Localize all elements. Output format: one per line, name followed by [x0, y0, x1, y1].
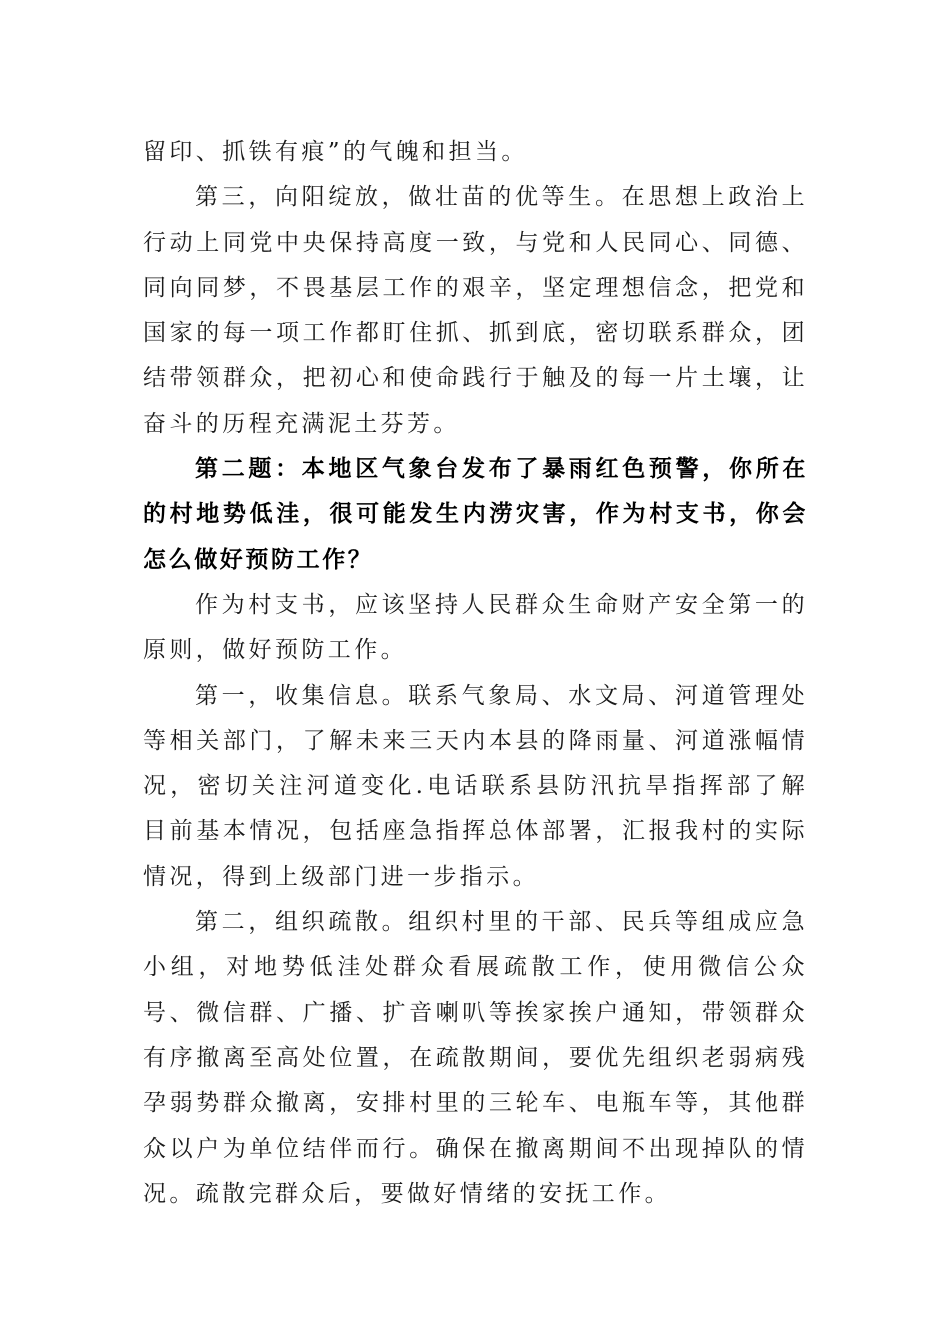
question-two-heading: 第二题：本地区气象台发布了暴雨红色预警，你所在的村地势低洼，很可能发生内涝灾害，作为村支书，你会怎么做好预防工作？: [143, 456, 808, 573]
paragraph-third-point: 第三，向阳绽放，做壮苗的优等生。在思想上政治上行动上同党中央保持高度一致，与党和人民同心、同德、同向同梦，不畏基层工作的艰辛，坚定理想信念，把党和国家的每一项工作都盯住抓、抓到底，密切联系群众，团结带领群众，把初心和使命践行于触及的每一片土壤，让奋斗的历程充满泥土芬芳。: [143, 184, 808, 437]
paragraph-intro: 作为村支书，应该坚持人民群众生命财产安全第一的原则，做好预防工作。: [143, 591, 808, 664]
document-body: [143, 130, 808, 1217]
paragraph-continuation: 留印、抓铁有痕”的气魄和担当。: [143, 139, 528, 165]
paragraph-evacuation: 第二，组织疏散。组织村里的干部、民兵等组成应急小组，对地势低洼处群众看展疏散工作，使用微信公众号、微信群、广播、扩音喇叭等挨家挨户通知，带领群众有序撤离至高处位置，在疏散期间，要优先组织老弱病残孕弱势群众撤离，安排村里的三轮车、电瓶车等，其他群众以户为单位结伴而行。确保在撤离期间不出现掉队的情况。疏散完群众后，要做好情绪的安抚工作。: [143, 909, 808, 1207]
paragraph-collect-info: 第一，收集信息。联系气象局、水文局、河道管理处等相关部门，了解未来三天内本县的降雨量、河道涨幅情况，密切关注河道变化.电话联系县防汛抗旱指挥部了解目前基本情况，包括座急指挥总体部署，汇报我村的实际情况，得到上级部门进一步指示。: [143, 682, 808, 890]
